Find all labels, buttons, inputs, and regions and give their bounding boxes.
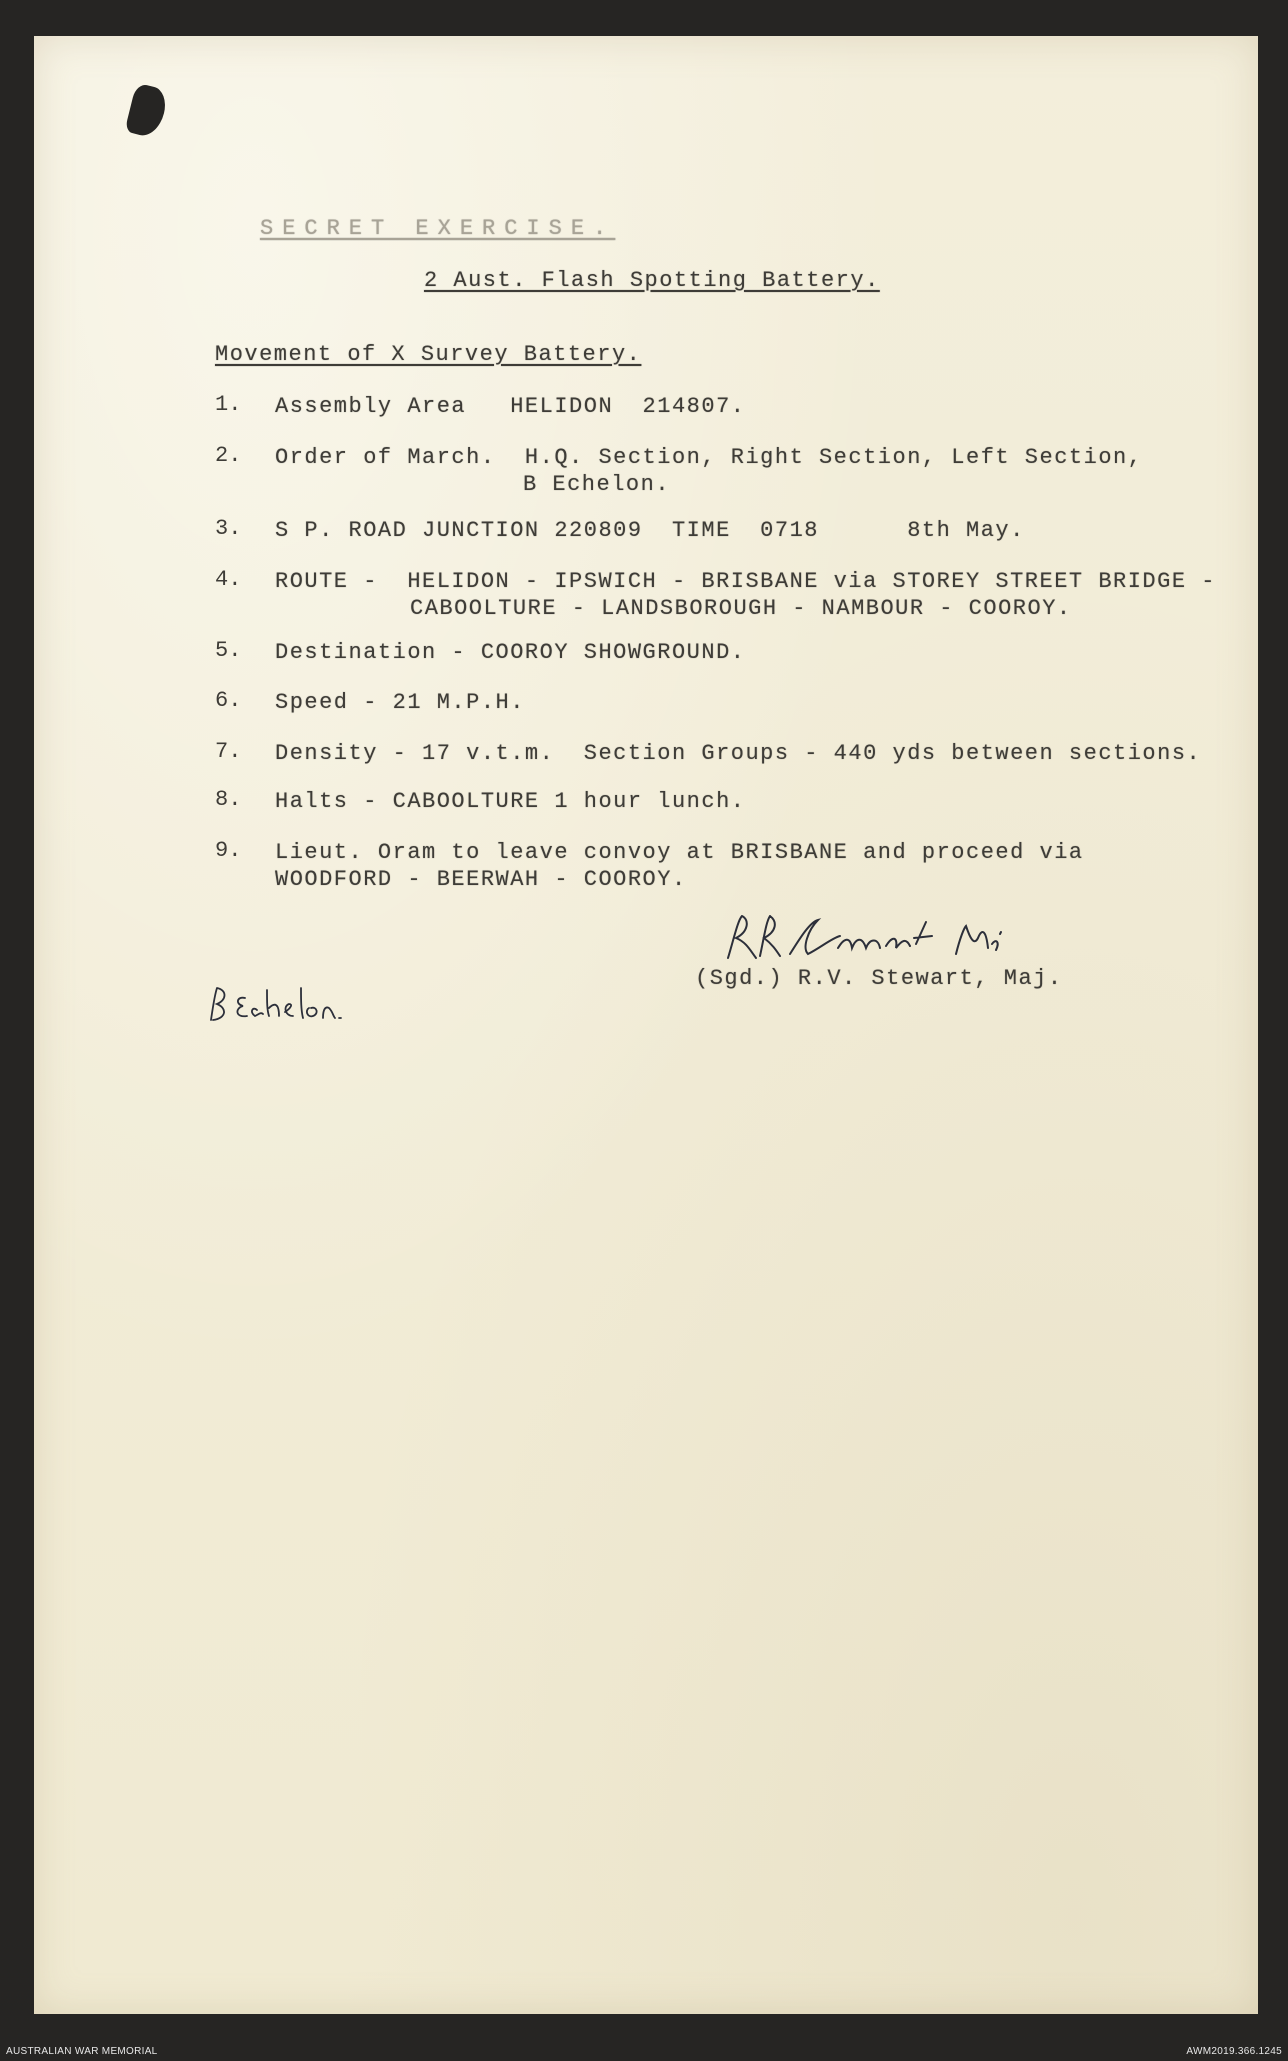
footer-left: AUSTRALIAN WAR MEMORIAL <box>6 2046 158 2057</box>
item-line: WOODFORD - BEERWAH - COOROY. <box>275 867 687 892</box>
item-number: 8. <box>215 787 242 812</box>
item-line: Lieut. Oram to leave convoy at BRISBANE and proceed via <box>275 840 1084 865</box>
item-line: Order of March. H.Q. Section, Right Section, Left Section, <box>275 445 1143 470</box>
item-number: 2. <box>215 443 242 468</box>
item-line: B Echelon. <box>523 472 671 497</box>
item-line: Halts - CABOOLTURE 1 hour lunch. <box>275 789 746 814</box>
annotation-text: B Echelon <box>205 980 211 981</box>
item-line: Assembly Area HELIDON 214807. <box>275 394 746 419</box>
heading-unit: 2 Aust. Flash Spotting Battery. <box>424 268 880 293</box>
item-line: Density - 17 v.t.m. Section Groups - 440 yds between sections. <box>275 741 1202 766</box>
item-number: 3. <box>215 516 242 541</box>
item-line: ROUTE - HELIDON - IPSWICH - BRISBANE via STOREY STREET BRIDGE - <box>275 569 1216 594</box>
item-number: 5. <box>215 638 242 663</box>
heading-secret: SECRET EXERCISE. <box>260 216 616 241</box>
item-number: 4. <box>215 567 242 592</box>
heading-movement: Movement of X Survey Battery. <box>215 342 642 367</box>
footer-right: AWM2019.366.1245 <box>1186 2046 1282 2057</box>
item-line: S P. ROAD JUNCTION 220809 TIME 0718 8th May. <box>275 518 1025 543</box>
item-number: 6. <box>215 688 242 713</box>
item-line: Destination - COOROY SHOWGROUND. <box>275 640 746 665</box>
item-number: 1. <box>215 392 242 417</box>
handwritten-annotation <box>205 980 375 1030</box>
typed-signature: (Sgd.) R.V. Stewart, Maj. <box>695 966 1063 991</box>
handwritten-signature <box>720 908 1005 968</box>
item-line: Speed - 21 M.P.H. <box>275 690 525 715</box>
torn-corner <box>124 83 169 140</box>
item-number: 9. <box>215 838 242 863</box>
signature-text: R.V. Stewart Maj <box>720 908 730 909</box>
item-number: 7. <box>215 739 242 764</box>
item-line: CABOOLTURE - LANDSBOROUGH - NAMBOUR - COOROY. <box>410 596 1072 621</box>
